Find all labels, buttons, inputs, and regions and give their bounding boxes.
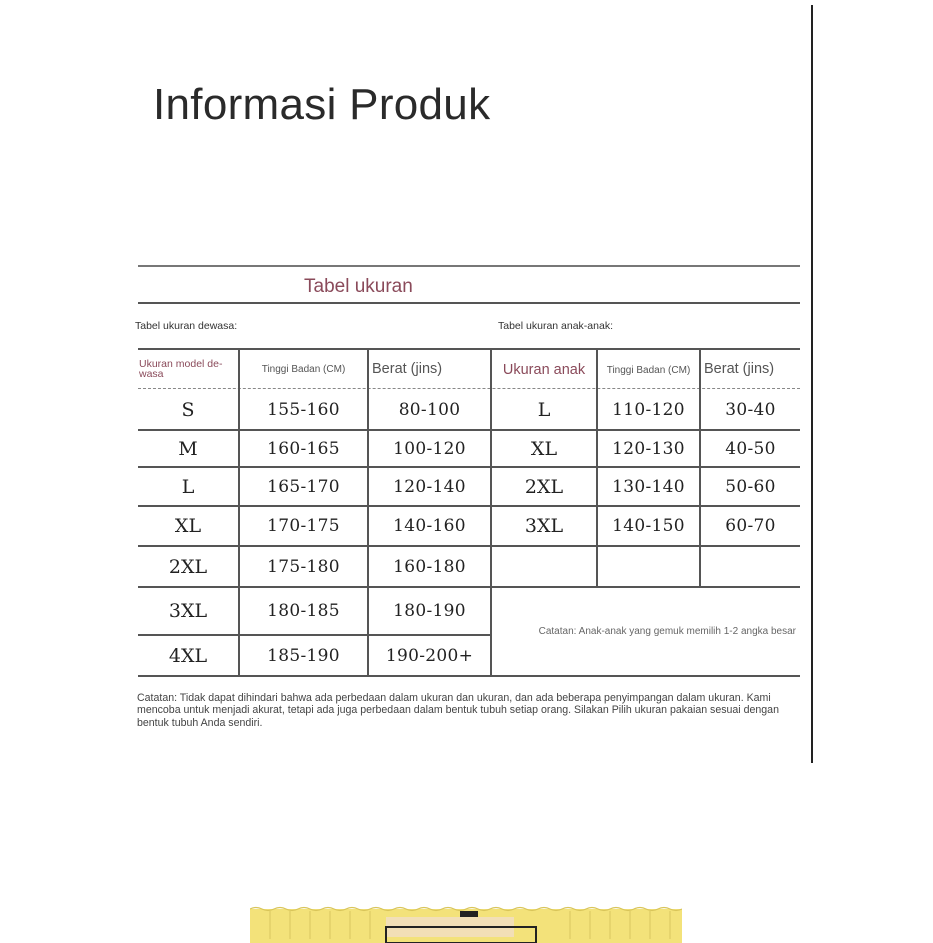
vertical-divider xyxy=(811,5,813,763)
adult-height-header: Tinggi Badan (CM) xyxy=(261,363,346,375)
adult-weight-cell: 180-190 xyxy=(393,601,466,621)
adult-weight-cell: 160-180 xyxy=(393,556,466,577)
adult-size-cell: 2XL xyxy=(168,555,208,578)
child-size-cell: XL xyxy=(530,437,558,460)
size-table xyxy=(138,348,800,677)
child-height-cell: 140-150 xyxy=(612,516,685,536)
child-weight-cell: 40-50 xyxy=(725,438,776,459)
adult-height-cell: 160-165 xyxy=(267,438,340,459)
adult-weight-cell: 80-100 xyxy=(398,400,461,420)
adult-height-cell: 155-160 xyxy=(267,400,340,420)
size-disclaimer: Catatan: Tidak dapat dihindari bahwa ada perbedaan dalam ukuran dan ukuran, dan ada beberapa penyimpangan dalam ukuran. Kami mencoba untuk menjadi akurat, tetapi ada juga perbedaan dalam bentuk tubuh setiap orang. Silakan Pilih ukuran pakaian sesuai dengan bentuk tubuh Anda sendiri. xyxy=(137,692,779,729)
adult-size-cell: M xyxy=(178,437,198,460)
child-height-cell: 130-140 xyxy=(612,476,685,497)
adult-weight-cell: 190-200+ xyxy=(385,645,474,666)
child-weight-cell: 60-70 xyxy=(725,516,776,536)
adult-size-header: Ukuran model de- wasa xyxy=(139,357,223,380)
adult-size-cell: 4XL xyxy=(168,644,208,667)
table-title-rule xyxy=(138,302,800,304)
table-top-rule xyxy=(138,265,800,267)
child-size-cell: 2XL xyxy=(524,475,564,498)
adult-weight-cell: 120-140 xyxy=(393,476,466,497)
adult-table-label: Tabel ukuran dewasa: xyxy=(135,320,238,332)
size-table-title: Tabel ukuran xyxy=(304,276,413,297)
child-size-note: Catatan: Anak-anak yang gemuk memilih 1-2 angka besar xyxy=(538,626,796,637)
adult-height-cell: 175-180 xyxy=(267,556,340,577)
adult-height-cell: 185-190 xyxy=(267,645,340,666)
adult-size-cell: 3XL xyxy=(168,600,208,622)
adult-height-cell: 170-175 xyxy=(267,516,340,536)
child-size-header: Ukuran anak xyxy=(502,362,586,378)
adult-size-cell: XL xyxy=(174,515,202,537)
adult-weight-cell: 100-120 xyxy=(393,438,466,459)
page-title: Informasi Produk xyxy=(153,80,491,129)
child-height-header: Tinggi Badan (CM) xyxy=(606,364,691,376)
child-height-cell: 120-130 xyxy=(612,438,685,459)
child-weight-cell: 30-40 xyxy=(725,400,776,420)
child-height-cell: 110-120 xyxy=(612,400,685,420)
garment-preview-image xyxy=(250,903,682,943)
child-weight-header: Berat (jins) xyxy=(704,361,775,377)
adult-height-cell: 165-170 xyxy=(267,476,340,497)
adult-size-cell: L xyxy=(181,475,195,498)
adult-weight-header: Berat (jins) xyxy=(372,361,443,377)
child-weight-cell: 50-60 xyxy=(725,476,776,497)
adult-height-cell: 180-185 xyxy=(267,601,340,621)
child-size-cell: L xyxy=(537,399,551,421)
adult-weight-cell: 140-160 xyxy=(393,516,466,536)
child-table-label: Tabel ukuran anak-anak: xyxy=(498,320,613,332)
child-size-cell: 3XL xyxy=(524,515,564,537)
adult-size-cell: S xyxy=(181,399,195,421)
